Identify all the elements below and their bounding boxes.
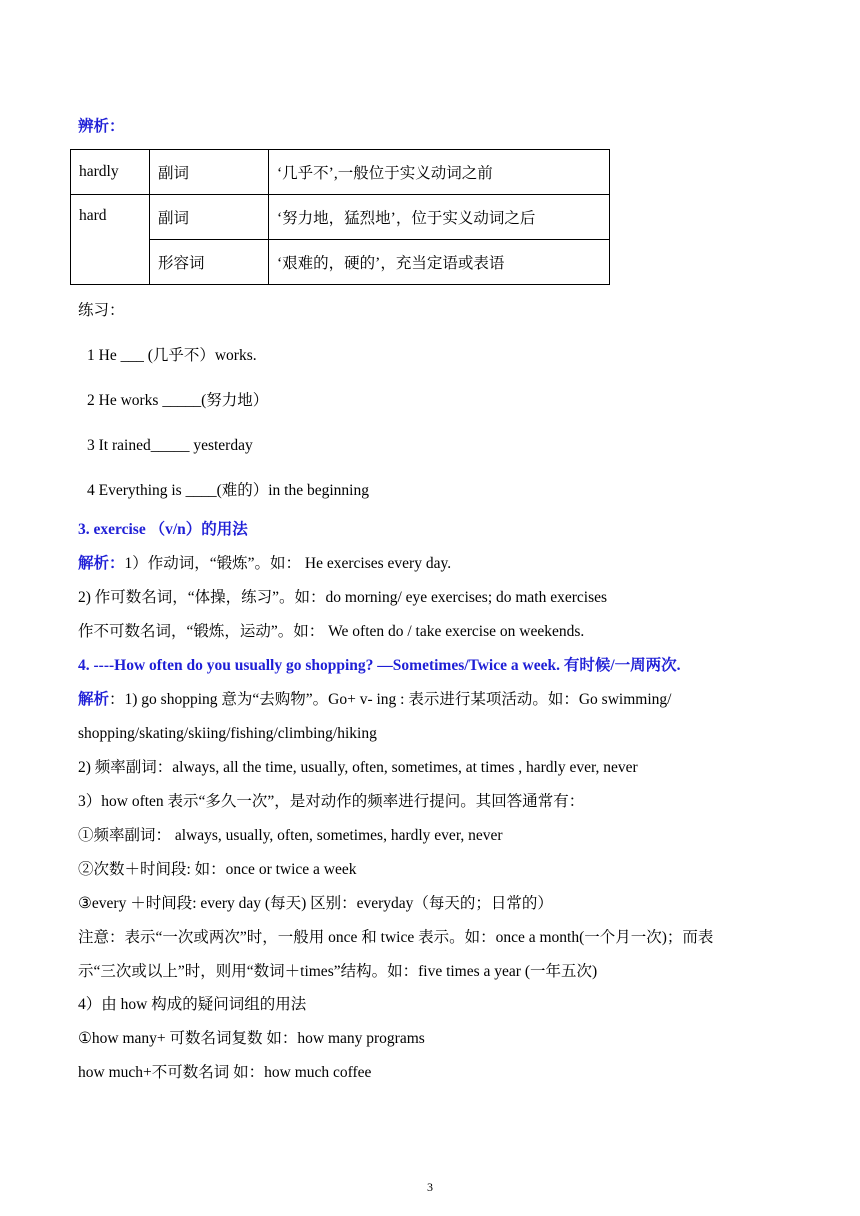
analysis-label: 解析： [78, 555, 125, 572]
exercise-text: 1）作动词，“锻炼”。如： He exercises every day. [124, 555, 452, 572]
exercise-heading: 3. exercise （v/n）的用法 [78, 521, 248, 538]
table-cell-meaning: ‘几乎不’,一般位于实义动词之前 [269, 150, 610, 195]
page-number: 3 [427, 1180, 433, 1194]
table-cell-word: hard [71, 195, 150, 285]
howoften-line: 2) 频率副词：always, all the time, usually, often, sometimes, at times , hardly ever, never [78, 759, 638, 776]
comparison-table [70, 149, 610, 285]
table-row [71, 150, 610, 195]
exercise-line [78, 554, 451, 574]
table-cell-pos: 副词 [150, 195, 269, 240]
practice-label: 练习： [78, 302, 125, 319]
howoften-line: 4）由 how 构成的疑问词组的用法 [78, 996, 307, 1013]
section-label: 辨析： [78, 118, 125, 135]
practice-item: 4 Everything is ____(难的）in the beginning [87, 482, 369, 499]
practice-item: 1 He ___ (几乎不）works. [87, 347, 257, 364]
table-cell-meaning: ‘努力地，猛烈地’，位于实义动词之后 [269, 195, 610, 240]
practice-item: 2 He works _____(努力地） [87, 392, 269, 409]
howoften-line: ①how many+ 可数名词复数 如：how many programs [78, 1030, 425, 1047]
table-row [71, 240, 610, 285]
table-cell-pos: 形容词 [150, 240, 269, 285]
table-cell-word: hardly [71, 150, 150, 195]
howoften-line: shopping/skating/skiing/fishing/climbing/hiking [78, 725, 377, 742]
table-cell-meaning: ‘艰难的，硬的’，充当定语或表语 [269, 240, 610, 285]
howoften-line: 示“三次或以上”时，则用“数词＋times”结构。如：five times a year (一年五次) [78, 963, 598, 980]
howoften-text: ：1) go shopping 意为“去购物”。Go+ v- ing : 表示进行某项活动。如：Go swimming/ [109, 691, 672, 708]
practice-item: 3 It rained_____ yesterday [87, 437, 253, 454]
howoften-line [78, 690, 671, 710]
howoften-line: 3）how often 表示“多久一次”，是对动作的频率进行提问。其回答通常有： [78, 793, 585, 810]
howoften-line: ②次数＋时间段: 如：once or twice a week [78, 861, 357, 878]
exercise-line: 作不可数名词，“锻炼，运动”。如： We often do / take exercise on weekends. [78, 623, 585, 640]
exercise-line: 2) 作可数名词，“体操，练习”。如：do morning/ eye exercises; do math exercises [78, 589, 608, 606]
analysis-label: 解析 [78, 691, 110, 708]
howoften-line: 注意：表示“一次或两次”时，一般用 once 和 twice 表示。如：once a month(一个月一次)；而表 [78, 929, 714, 946]
table-cell-pos: 副词 [150, 150, 269, 195]
howoften-line: how much+不可数名词 如：how much coffee [78, 1064, 372, 1081]
howoften-line: ③every ＋时间段: every day (每天) 区别：everyday（每天的；日常的） [78, 895, 553, 912]
howoften-line: ①频率副词： always, usually, often, sometimes, hardly ever, never [78, 827, 503, 844]
table-row [71, 195, 610, 240]
howoften-heading: 4. ----How often do you usually go shopping? —Sometimes/Twice a week. 有时候/一周两次. [78, 657, 681, 674]
